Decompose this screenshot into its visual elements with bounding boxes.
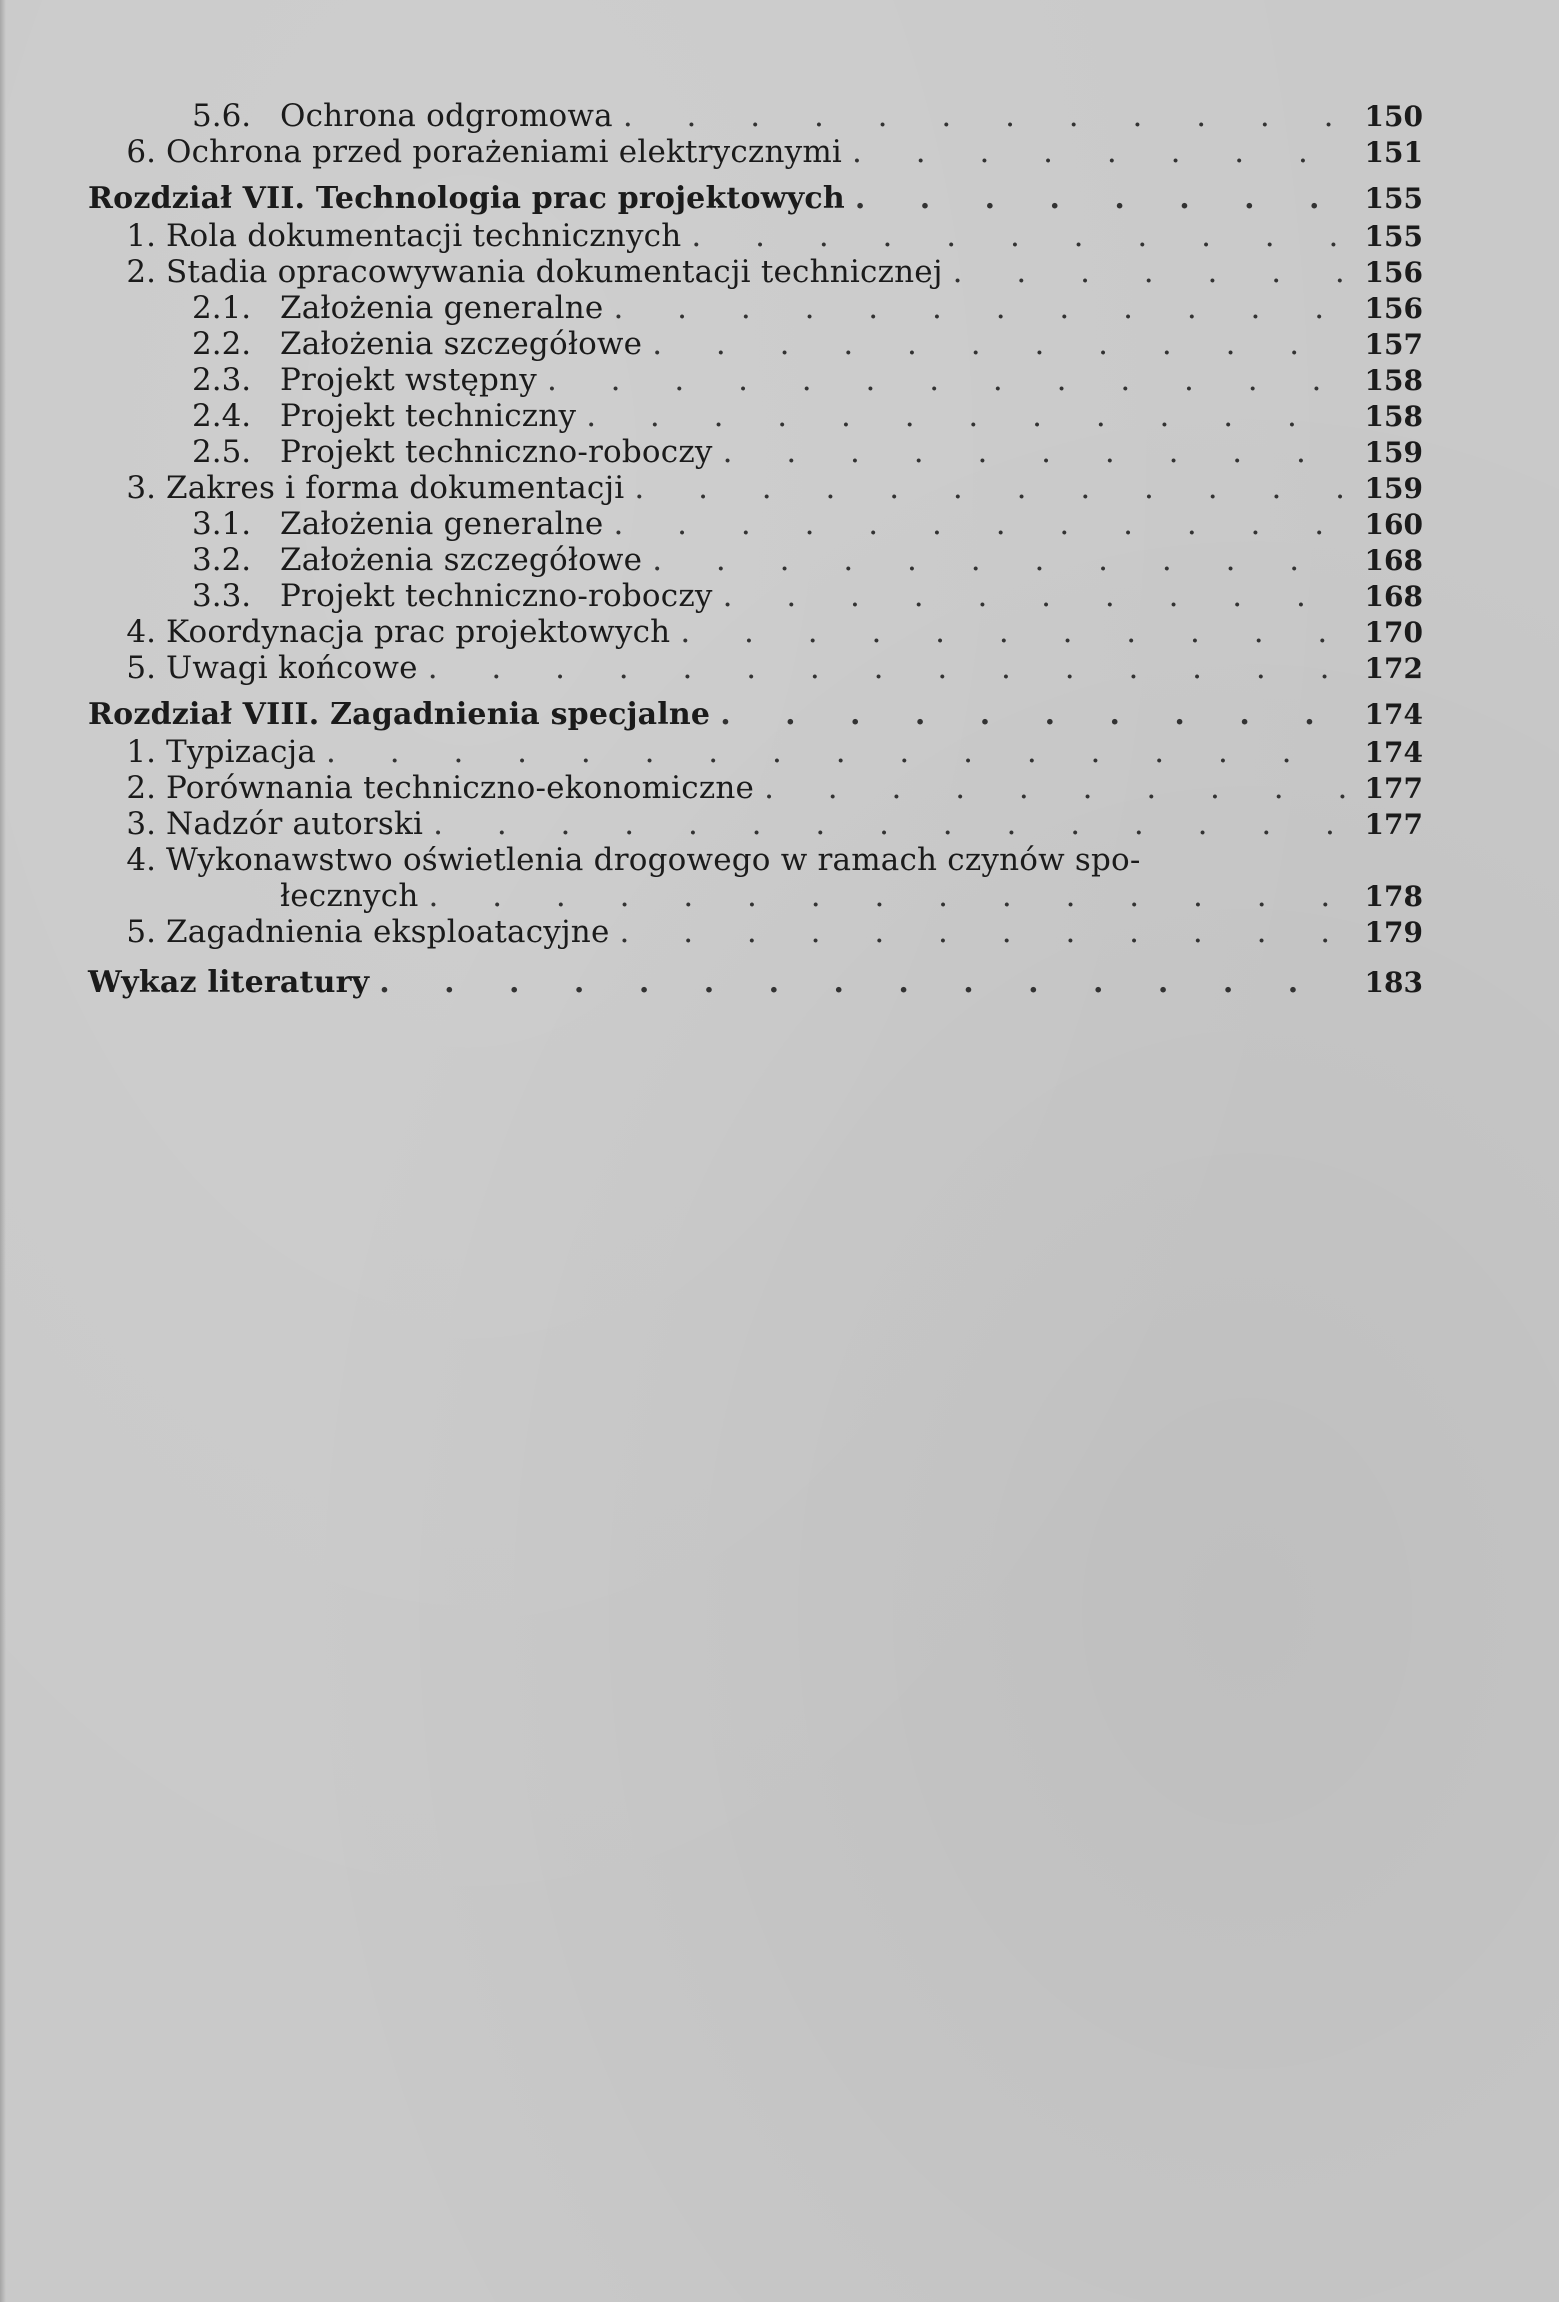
entry-title: Porównania techniczno-ekonomiczne (166, 770, 755, 806)
toc-entry (88, 650, 1423, 686)
entry-title: Ochrona przed porażeniami elektrycznymi (166, 134, 843, 170)
entry-page-number: 174 (1364, 736, 1423, 769)
entry-number: 2.5. (192, 434, 252, 470)
entry-number: 4. (126, 614, 156, 650)
entry-title: Ochrona odgromowa (280, 98, 613, 134)
dot-leader (586, 398, 1347, 434)
chapter-title: Wykaz literatury (88, 965, 370, 1000)
entry-title: Założenia generalne (280, 290, 604, 326)
entry-title: Typizacja (166, 734, 317, 770)
toc-entry (88, 506, 1423, 542)
entry-title: Założenia szczegółowe (280, 326, 643, 362)
entry-number: 3. (126, 470, 156, 506)
entry-title: Rola dokumentacji technicznych (166, 218, 682, 254)
entry-number: 5. (126, 650, 156, 686)
entry-page-number: 160 (1364, 508, 1423, 541)
entry-number: 5.6. (192, 98, 252, 134)
dot-leader (680, 614, 1347, 650)
entry-title: Projekt techniczno-roboczy (280, 578, 713, 614)
toc-entry (88, 218, 1423, 254)
page-binding-edge (0, 0, 6, 2302)
entry-page-number: 179 (1364, 916, 1423, 949)
entry-page-number: 159 (1364, 436, 1423, 469)
dot-leader (547, 362, 1347, 398)
chapter-page-number: 155 (1364, 182, 1423, 215)
dot-leader (720, 696, 1347, 734)
dot-leader (652, 326, 1347, 362)
dot-leader (613, 506, 1347, 542)
toc-entry (88, 542, 1423, 578)
toc-entry (88, 614, 1423, 650)
dot-leader (620, 914, 1347, 950)
toc-entry (88, 290, 1423, 326)
entry-number: 2. (126, 770, 156, 806)
entry-title: Zagadnienia eksploatacyjne (166, 914, 610, 950)
entry-title: Założenia generalne (280, 506, 604, 542)
entry-number: 5. (126, 914, 156, 950)
entry-page-number: 158 (1364, 364, 1423, 397)
entry-number: 6. (126, 134, 156, 170)
toc-entry (88, 734, 1423, 770)
dot-leader (634, 470, 1347, 506)
entry-title: Projekt techniczno-roboczy (280, 434, 713, 470)
entry-title: Projekt wstępny (280, 362, 537, 398)
dot-leader (723, 578, 1347, 614)
toc-entry (88, 770, 1423, 806)
entry-title: Stadia opracowywania dokumentacji technicznej (166, 254, 943, 290)
dot-leader (326, 734, 1347, 770)
entry-title: Zakres i forma dokumentacji (166, 470, 625, 506)
dot-leader (429, 878, 1348, 914)
entry-page-number: 168 (1364, 580, 1423, 613)
dot-leader (613, 290, 1347, 326)
toc-entry-continuation (280, 878, 1423, 914)
entry-page-number: 178 (1364, 880, 1423, 913)
dot-leader (379, 964, 1347, 1002)
entry-number: 2. (126, 254, 156, 290)
entry-number: 3.1. (192, 506, 252, 542)
entry-page-number: 157 (1364, 328, 1423, 361)
dot-leader (428, 650, 1347, 686)
entry-title: Wykonawstwo oświetlenia drogowego w ramach czynów spo- (166, 842, 1141, 878)
entry-page-number: 151 (1364, 136, 1423, 169)
chapter-page-number: 174 (1364, 698, 1423, 731)
entry-number: 3.3. (192, 578, 252, 614)
entry-number: 2.4. (192, 398, 252, 434)
entry-page-number: 172 (1364, 652, 1423, 685)
entry-number: 3. (126, 806, 156, 842)
dot-leader (953, 254, 1347, 290)
toc-chapter-heading (88, 180, 1423, 218)
toc-entry (88, 914, 1423, 950)
table-of-contents (88, 98, 1423, 1002)
entry-page-number: 150 (1364, 100, 1423, 133)
entry-page-number: 177 (1364, 808, 1423, 841)
entry-title: Nadzór autorski (166, 806, 424, 842)
entry-number: 2.1. (192, 290, 252, 326)
entry-number: 2.2. (192, 326, 252, 362)
toc-entry (88, 398, 1423, 434)
dot-leader (852, 134, 1347, 170)
dot-leader (855, 180, 1347, 218)
entry-title: Uwagi końcowe (166, 650, 418, 686)
entry-title-continuation: łecznych (280, 878, 419, 914)
entry-page-number: 156 (1364, 292, 1423, 325)
entry-page-number: 156 (1364, 256, 1423, 289)
entry-number: 4. (126, 842, 156, 878)
entry-number: 2.3. (192, 362, 252, 398)
dot-leader (433, 806, 1347, 842)
entry-page-number: 177 (1364, 772, 1423, 805)
chapter-title: Rozdział VIII. Zagadnienia specjalne (88, 697, 711, 732)
toc-chapter-heading (88, 696, 1423, 734)
toc-entry (88, 470, 1423, 506)
toc-entry (88, 578, 1423, 614)
toc-entry (88, 806, 1423, 842)
entry-page-number: 158 (1364, 400, 1423, 433)
toc-entry (88, 434, 1423, 470)
dot-leader (691, 218, 1347, 254)
chapter-title: Rozdział VII. Technologia prac projektowych (88, 181, 845, 216)
toc-chapter-heading (88, 964, 1423, 1002)
dot-leader (764, 770, 1347, 806)
chapter-page-number: 183 (1364, 966, 1423, 999)
entry-page-number: 159 (1364, 472, 1423, 505)
toc-entry (88, 254, 1423, 290)
entry-title: Projekt techniczny (280, 398, 577, 434)
entry-number: 1. (126, 734, 156, 770)
entry-number: 1. (126, 218, 156, 254)
toc-entry (88, 842, 1423, 878)
toc-entry (88, 362, 1423, 398)
entry-title: Koordynacja prac projektowych (166, 614, 671, 650)
entry-page-number: 168 (1364, 544, 1423, 577)
dot-leader (652, 542, 1347, 578)
toc-entry (88, 326, 1423, 362)
entry-page-number: 170 (1364, 616, 1423, 649)
entry-page-number: 155 (1364, 220, 1423, 253)
dot-leader (723, 434, 1347, 470)
dot-leader (623, 98, 1347, 134)
entry-number: 3.2. (192, 542, 252, 578)
toc-entry (88, 134, 1423, 170)
toc-entry (88, 98, 1423, 134)
entry-title: Założenia szczegółowe (280, 542, 643, 578)
